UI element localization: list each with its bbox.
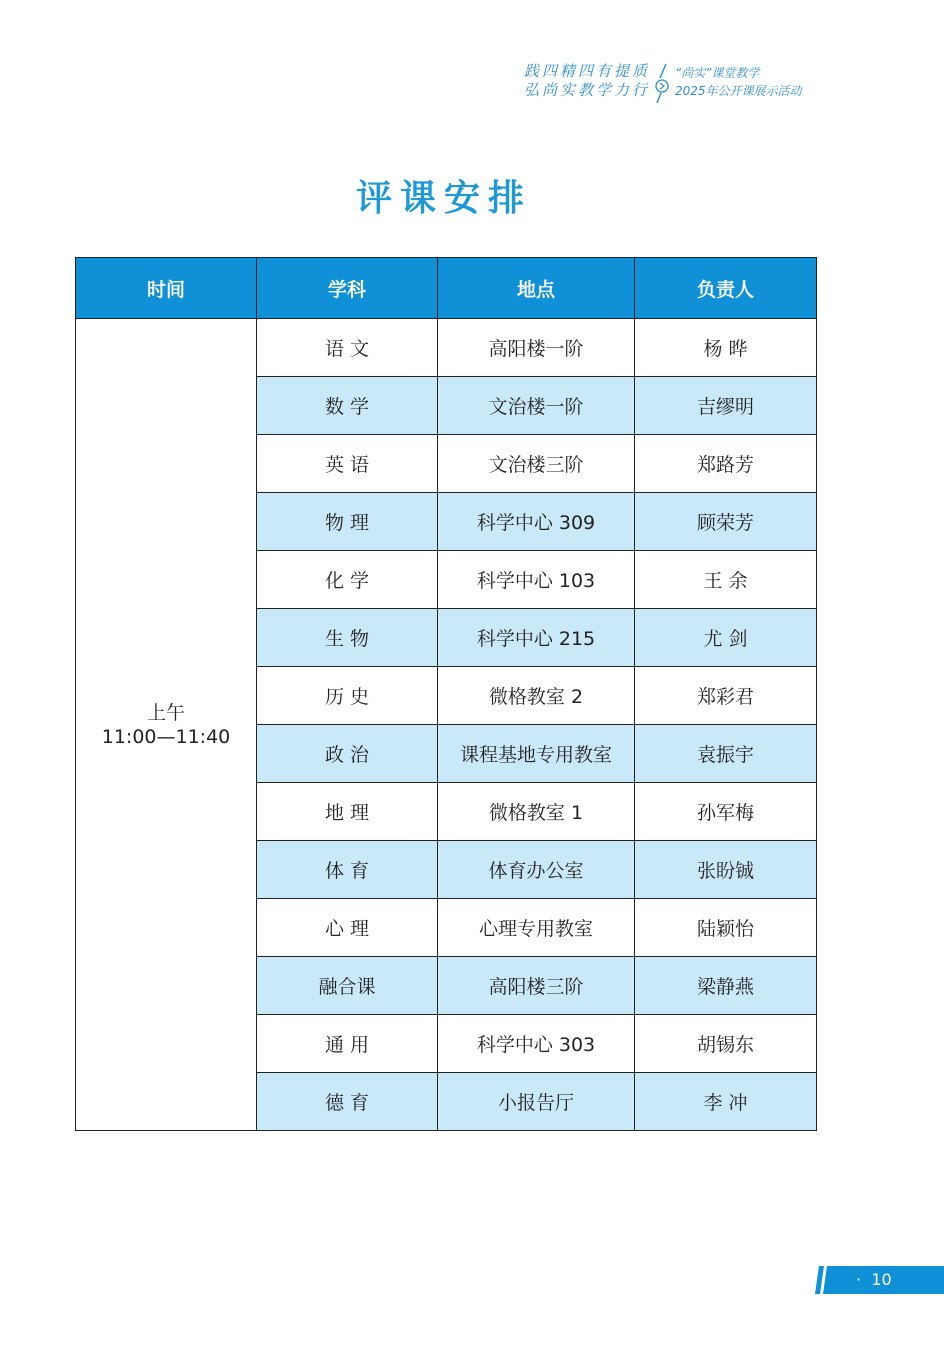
person-cell: 梁静燕 xyxy=(635,957,817,1015)
subject-cell: 体 育 xyxy=(257,841,438,899)
location-cell: 高阳楼一阶 xyxy=(438,319,635,377)
location-cell: 科学中心 103 xyxy=(438,551,635,609)
subject-cell: 地 理 xyxy=(257,783,438,841)
header-event-line1: “尚实”课堂教学 xyxy=(675,66,760,80)
subject-cell: 德 育 xyxy=(257,1073,438,1131)
person-cell: 郑路芳 xyxy=(635,435,817,493)
location-cell: 科学中心 309 xyxy=(438,493,635,551)
column-header-subject: 学科 xyxy=(257,258,438,319)
subject-cell: 历 史 xyxy=(257,667,438,725)
table-row xyxy=(76,319,817,377)
header-slogan-line2: 弘尚实教学力行 xyxy=(523,81,650,99)
subject-cell: 数 学 xyxy=(257,377,438,435)
location-cell: 科学中心 215 xyxy=(438,609,635,667)
header-slogan xyxy=(500,62,650,100)
subject-cell: 心 理 xyxy=(257,899,438,957)
header-slogan-line1: 践四精四有提质 xyxy=(523,62,650,80)
table-header-row xyxy=(76,258,817,319)
location-cell: 体育办公室 xyxy=(438,841,635,899)
subject-cell: 英 语 xyxy=(257,435,438,493)
location-cell: 心理专用教室 xyxy=(438,899,635,957)
person-cell: 吉缪明 xyxy=(635,377,817,435)
person-cell: 胡锡东 xyxy=(635,1015,817,1073)
subject-cell: 化 学 xyxy=(257,551,438,609)
person-cell: 王 余 xyxy=(635,551,817,609)
time-cell xyxy=(76,319,257,1131)
subject-cell: 生 物 xyxy=(257,609,438,667)
location-cell: 科学中心 303 xyxy=(438,1015,635,1073)
page-header xyxy=(490,62,810,106)
person-cell: 尤 剑 xyxy=(635,609,817,667)
page-bullet: · xyxy=(856,1270,862,1289)
subject-cell: 融合课 xyxy=(257,957,438,1015)
person-cell: 郑彩君 xyxy=(635,667,817,725)
page-number xyxy=(856,1270,892,1289)
subject-cell: 政 治 xyxy=(257,725,438,783)
subject-cell: 语 文 xyxy=(257,319,438,377)
location-cell: 小报告厅 xyxy=(438,1073,635,1131)
subject-cell: 通 用 xyxy=(257,1015,438,1073)
time-range: 11:00—11:40 xyxy=(101,725,231,748)
subject-cell: 物 理 xyxy=(257,493,438,551)
time-period: 上午 xyxy=(146,701,185,724)
review-schedule-table xyxy=(75,257,817,1131)
column-header-person: 负责人 xyxy=(635,258,817,319)
person-cell: 张盼铖 xyxy=(635,841,817,899)
location-cell: 微格教室 2 xyxy=(438,667,635,725)
column-header-time: 时间 xyxy=(76,258,257,319)
location-cell: 高阳楼三阶 xyxy=(438,957,635,1015)
location-cell: 文治楼三阶 xyxy=(438,435,635,493)
location-cell: 文治楼一阶 xyxy=(438,377,635,435)
person-cell: 陆颖怡 xyxy=(635,899,817,957)
header-event xyxy=(675,64,805,100)
location-cell: 微格教室 1 xyxy=(438,783,635,841)
page-number-value: 10 xyxy=(871,1270,892,1289)
column-header-location: 地点 xyxy=(438,258,635,319)
person-cell: 袁振宇 xyxy=(635,725,817,783)
header-divider-icon xyxy=(650,62,676,104)
page-title: 评课安排 xyxy=(355,177,532,219)
person-cell: 杨 晔 xyxy=(635,319,817,377)
person-cell: 李 冲 xyxy=(635,1073,817,1131)
person-cell: 孙军梅 xyxy=(635,783,817,841)
location-cell: 课程基地专用教室 xyxy=(438,725,635,783)
header-event-line2: 2025年公开课展示活动 xyxy=(675,84,802,98)
person-cell: 顾荣芳 xyxy=(635,493,817,551)
